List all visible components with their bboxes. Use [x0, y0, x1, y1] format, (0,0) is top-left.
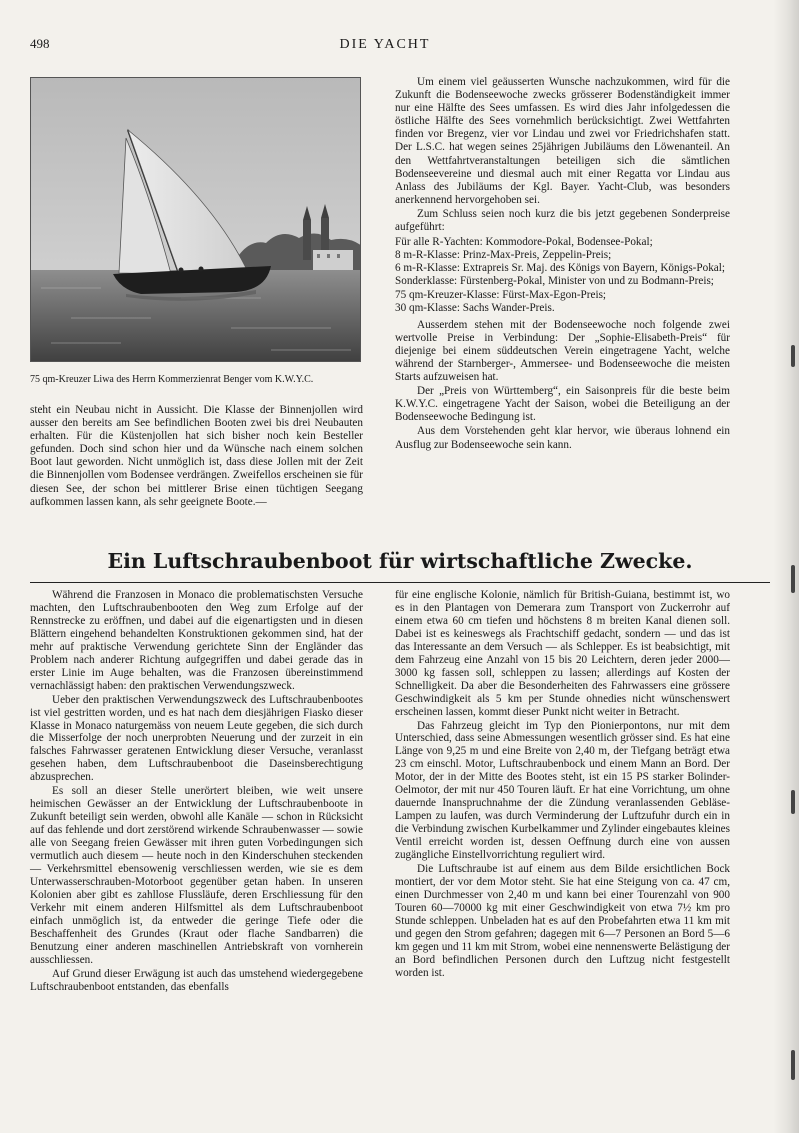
list-item: 8 m-R-Klasse: Prinz-Max-Preis, Zeppelin-Preis;	[395, 249, 612, 262]
list-item: Für alle R-Yachten: Kommodore-Pokal, Bodensee-Pokal;	[395, 236, 653, 249]
page-number: 498	[30, 36, 50, 51]
list-item: 30 qm-Klasse: Sachs Wander-Preis.	[395, 301, 555, 314]
binding-mark	[791, 565, 795, 593]
figure-caption: 75 qm-Kreuzer Liwa des Herrn Kommerzienrat Benger vom K.W.Y.C.	[30, 374, 314, 385]
paragraph: steht ein Neubau nicht in Aussicht. Die Klasse der Binnenjollen wird ausser den bereits am See befindlichen Booten zwei bis drei Neubauten erhalten. Für die Küstenjollen hat sich bisher noch kein Besteller gefunden. Doch sind schon hier und da Wünsche nach einem solchen Boot laut geworden. Nicht unmöglich ist, dass diese Jollen mit der Zeit die Binnenjollen vom Bodensee verdrängen. Zweifellos erscheinen sie für diesen See, der schon bei mittlerer Brise einen tüchtigen Seegang aufkommen lassen kann, als sehr geeignete Boote.—	[30, 404, 363, 508]
paragraph: Die Luftschraube ist auf einem aus dem Bilde ersichtlichen Bock montiert, der vor dem Motor steht. Sie hat eine Steigung von ca. 47 cm, einen Durchmesser von 2,40 m und kann bei einer Tourenzahl von 900 Touren 60—70000 kg mit einer Geschwindigkeit von etwa 7½ km pro Stunde schleppen. Unbeladen hat es auf den Probefahrten etwa 11 km mit und gegen den Strom gefahren; dagegen mit 6—7 Personen an Bord 5—6 km gegen und 11 km mit Strom, wobei eine nennenswerte Belästigung der an Bord befindlichen Personen durch den Luftzug nicht festgestellt worden ist.	[395, 863, 730, 979]
paragraph: Ausserdem stehen mit der Bodenseewoche noch folgende zwei wertvolle Preise in Verbindung: Der „Sophie-Elisabeth-Preis“ für diejenige bei einem süddeutschen Verein eingetragene Yacht, welche während der Starnberger-, Ammersee- und Bodenseewoche die meisten Starts aufzuweisen hat.	[395, 318, 730, 384]
paragraph: Es soll an dieser Stelle unerörtert bleiben, wie weit unsere heimischen Gewässer an der Entwicklung der Luftschraubenboote in Zukunft beteiligt sein werden, obwohl alle Kanäle — schon in Rücksicht auf das fehlende und dort zerstörend wirkende Schraubenwasser — sowie alle von Seegang freien Gewässer mit ihren guten Vorbedingungen sich vermutlich auch diesem — heute noch in den Kinderschuhen steckenden — Verkehrsmittel ebensowenig verschliessen werden, wie sie es dem Unterwasserschrauben-Motorboot gegenüber getan haben. In unseren Kolonien aber gibt es zahllose Flussläufe, deren Erschliessung für den Verkehr mit einem anderen Hilfsmittel als dem Luftschraubenboot einfach unmöglich ist, da entweder die geringe Tiefe oder die Beschaffenheit des Grundes (Kraut oder flache Sandbarren) die Benutzung einer anderen maschinellen Antriebskraft von vornherein ausschliessen.	[30, 785, 363, 966]
article-left-column	[30, 589, 363, 994]
page-edge-shadow	[773, 0, 799, 1133]
top-right-column	[395, 76, 730, 452]
top-left-column	[30, 404, 363, 509]
article-right-column	[395, 589, 730, 980]
paragraph: Das Fahrzeug gleicht im Typ den Pionierpontons, nur mit dem Unterschied, dass seine Abmessungen wesentlich grösser sind. Es hat eine Länge von 9,25 m und eine Breite von 2,40 m, der Tiefgang beträgt etwa 23 cm einschl. Motor, Luftschraubenbock und einem Mann an Bord. Der Motor, der in der Mitte des Bootes steht, ist ein 15 PS starker Bolinder-Oelmotor, der mit nur 450 Touren läuft. Er hat eine Vorrichtung, um ohne dauernde Inanspruchnahme der die Zündung veranlassenden Gebläse-Lampen zu laufen, was durch Verminderung der Luftzufuhr durch ein in die Verbindung zwischen Kurbelkammer und Zylinder eingebautes kleines Ventil erreicht worden ist, dessen Oeffnung durch eine von aussen zugängliche Einstellvorrichtung reguliert wird.	[395, 719, 730, 862]
list-item: Sonderklasse: Fürstenberg-Pokal, Minister von und zu Bodmann-Preis;	[395, 275, 714, 288]
sailboat-illustration	[31, 78, 361, 362]
paragraph: Auf Grund dieser Erwägung ist auch das umstehend wiedergegebene Luftschraubenboot entstanden, das ebenfalls	[30, 967, 363, 993]
paragraph: Um einem viel geäusserten Wunsche nachzukommen, wird für die Zukunft die Bodenseewoche zwecks grösserer Bodenständigkeit immer nur eine Hälfte des Sees umfassen. Es wird dies Jahr infolgedessen die östliche Hälfte des Sees vornehmlich berücksichtigt. Zwei Wettfahrten finden vor Bregenz, vier vor Lindau und zwei vor Friedrichshafen statt. Der L.S.C. hat wegen seines 25jährigen Jubiläums den Löwenanteil. An den Wettfahrtveranstaltungen beteiligen sich die sämtlichen Bodenseevereine und diesmal auch mit einer Regatta vor Lindau aus Anlass des Jubiläums der Kgl. Bayer. Yacht-Club, was besonders anerkennend hervorgehoben sei.	[395, 76, 730, 206]
paragraph: Ueber den praktischen Verwendungszweck des Luftschraubenbootes ist viel gestritten worden, und es hat nach dem diesjährigen Fiasko dieser Klasse in Monaco naturgemäss von neuem Leute gegeben, die sich durch die Misserfolge der noch unerprobten Neuerung und der zurzeit in ein falsches Fahrwasser geratenen Entwicklung dieser Versuche, veranlasst gesehen haben, dem Luftschraubenboot die Daseinsberechtigung abzusprechen.	[30, 693, 363, 784]
binding-mark	[791, 790, 795, 814]
paragraph: für eine englische Kolonie, nämlich für British-Guiana, bestimmt ist, wo es in den Plantagen von Demerara zum Transport von Zuckerrohr auf einem etwa 60 cm tiefen und höchstens 8 m breiten Kanal dienen soll. Dabei ist es keineswegs als Frachtschiff gedacht, sondern — und das ist das Interessante an dem Versuch — als Schlepper. Es ist beabsichtigt, mit dem Fahrzeug eine Anzahl von 15 bis 20 Leichtern, deren jeder 2000—3000 kg fassen soll, schleppen zu lassen; allerdings auf Kosten der Schnelligkeit. Da aber die Besonderheiten des Fahrwassers eine grössere Geschwindigkeit als 5 km per Stunde ohnedies nicht wünschenswert erscheinen lassen, kommt dieser Punkt nicht weiter in Betracht.	[395, 589, 730, 718]
list-item: 6 m-R-Klasse: Extrapreis Sr. Maj. des Königs von Bayern, Königs-Pokal;	[395, 262, 725, 275]
binding-mark	[791, 345, 795, 367]
yacht-photo	[30, 77, 361, 362]
prize-list	[395, 236, 730, 315]
paragraph: Aus dem Vorstehenden geht klar hervor, wie überaus lohnend ein Ausflug zur Bodenseewoche sein kann.	[395, 425, 730, 451]
article-headline: Ein Luftschraubenboot für wirtschaftliche Zwecke.	[107, 549, 693, 573]
running-title: DIE YACHT	[339, 37, 431, 52]
binding-mark	[791, 1050, 795, 1080]
paragraph: Der „Preis von Württemberg“, ein Saisonpreis für die beste beim K.W.Y.C. eingetragene Yacht der Saison, wobei die Beteiligung an der Bodenseewoche Bedingung ist.	[395, 385, 730, 424]
headline-rule	[30, 582, 770, 583]
list-item: 75 qm-Kreuzer-Klasse: Fürst-Max-Egon-Preis;	[395, 288, 607, 301]
paragraph: Während die Franzosen in Monaco die problematischsten Versuche machten, den Luftschraubenbooten den Weg zum Erfolge auf der Rennstrecke zu eröffnen, und dabei auf die eigenartigsten und in diesen Blättern eingehend behandelten Konstruktionen gekommen sind, hat der mehr auf praktische Verwendung gerichtete Sinn der Engländer das Problem nach anderer Richtung aufgegriffen und dabei gerade das in erster Linie im Auge behalten, was die Franzosen übereinstimmend vernachlässigt haben: den praktischen Verwendungszweck.	[30, 589, 363, 692]
paragraph: Zum Schluss seien noch kurz die bis jetzt gegebenen Sonderpreise aufgeführt:	[395, 207, 730, 234]
